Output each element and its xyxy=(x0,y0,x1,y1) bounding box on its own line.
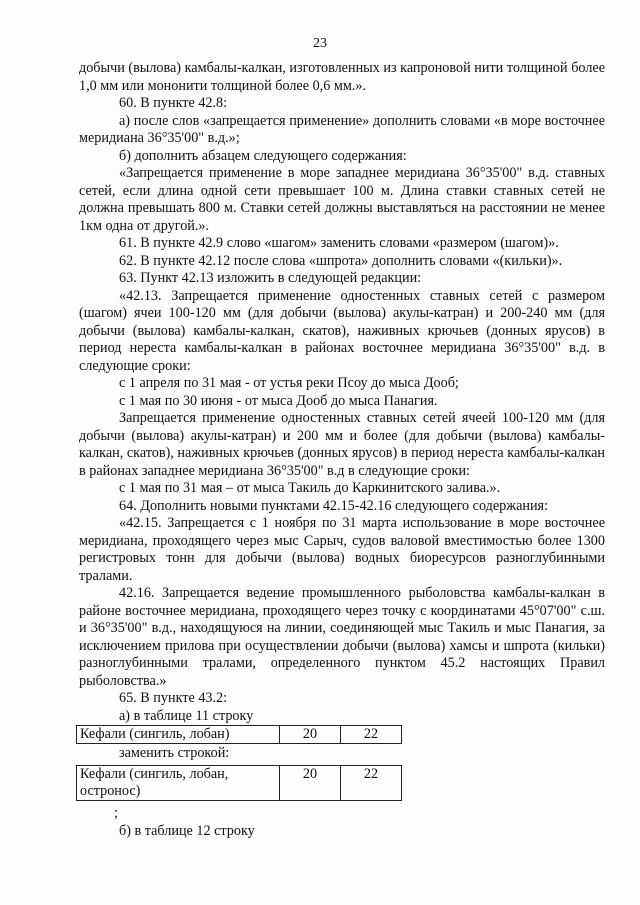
paragraph: «42.13. Запрещается применение одностенных ставных сетей с размером (шагом) ячеи 100-120 мм (для добычи (вылова) акулы-катран) и 200-240 мм (для добычи (вылова) камбалы-калкан, скатов), наживных крючьев (донных ярусов) в период нереста камбалы-калкан в районах восточнее меридиана 36°35'00" в.д. в следующие сроки: xyxy=(79,287,605,374)
paragraph: с 1 апреля по 31 мая - от устья реки Псоу до мыса Дооб; xyxy=(119,375,459,391)
table-cell-value-1: 20 xyxy=(280,765,341,800)
paragraph: 42.16. Запрещается ведение промышленного рыболовства камбалы-калкан в районе восточнее меридиана, проходящего через точку с координатами 45°07'00" с.ш. и 36°35'00" в.д., находящуюся на линии, соединяющей мыс Такиль и мыс Панагия, за исключением прилова при осуществлении добычи (вылова) хамсы и шпрота (кильки) разноглубинными тралами, определенного пунктом 45.2 настоящих Правил рыболовства.» xyxy=(79,585,605,689)
paragraph: «Запрещается применение в море западнее меридиана 36°35'00" в.д. ставных сетей, если длина одной сети превышает 100 м. Длина ставки ставных сетей не должна превышать 800 м. Ставки сетей должны выставляться на расстоянии не менее 1км одна от другой.». xyxy=(79,165,605,234)
paragraph: заменить строкой: xyxy=(119,745,230,761)
paragraph: б) в таблице 12 строку xyxy=(119,822,255,839)
paragraph: а) после слов «запрещается применение» дополнить словами «в море восточнее меридиана 36°35'00" в.д.»; xyxy=(79,112,605,146)
paragraph: б) дополнить абзацем следующего содержания: xyxy=(119,147,407,164)
species-line-2: остронос) xyxy=(80,782,141,799)
paragraph: Запрещается применение одностенных ставных сетей ячеей 100-120 мм (для добычи (вылова) акулы-катран) и 200 мм и более (для добычи (вылова) камбалы-калкан, скатов), наживных крючьев (донных ярусов) в период нереста камбалы-калкан в районах западнее меридиана 36°35'00" в.д в следующие сроки: xyxy=(79,410,605,479)
table-cell-value-2: 22 xyxy=(341,726,402,744)
table-cell-value-1: 20 xyxy=(280,726,341,744)
document-body xyxy=(79,60,605,840)
paragraph: 61. В пункте 42.9 слово «шагом» заменить словами «размером (шагом)». xyxy=(119,235,559,251)
table-cell-species: Кефали (сингиль, лобан) xyxy=(77,726,280,744)
semicolon: ; xyxy=(114,804,118,821)
paragraph: с 1 мая по 31 мая – от мыса Такиль до Каркинитского залива.». xyxy=(119,480,501,496)
paragraph: 60. В пункте 42.8: xyxy=(119,95,228,111)
paragraph: с 1 мая по 30 июня - от мыса Дооб до мыса Панагия. xyxy=(119,392,438,409)
table-cell-species xyxy=(77,765,280,800)
table-new-row xyxy=(76,765,402,801)
table-old-row xyxy=(76,725,402,744)
species-line-1: Кефали (сингиль, лобан, xyxy=(80,765,229,782)
page-number: 23 xyxy=(313,36,327,51)
table-row xyxy=(77,726,402,744)
paragraph: добычи (вылова) камбалы-калкан, изготовленных из капроновой нити толщиной более 1,0 мм или мононити толщиной более 0,6 мм.». xyxy=(79,60,605,94)
paragraph: 65. В пункте 43.2: xyxy=(119,690,228,706)
table-row xyxy=(77,765,402,800)
table-cell-value-2: 22 xyxy=(341,765,402,800)
paragraph: «42.15. Запрещается с 1 ноября по 31 марта использование в море восточнее меридиана, проходящего через мыс Сарыч, судов валовой вместимостью более 1300 регистровых тонн для добычи (вылова) водных биоресурсов разноглубинными тралами. xyxy=(79,515,605,584)
paragraph: 63. Пункт 42.13 изложить в следующей редакции: xyxy=(119,270,422,286)
paragraph: а) в таблице 11 строку xyxy=(119,707,254,724)
paragraph: 64. Дополнить новыми пунктами 42.15-42.16 следующего содержания: xyxy=(119,497,549,514)
paragraph: 62. В пункте 42.12 после слова «шпрота» дополнить словами «(кильки)». xyxy=(119,252,563,269)
